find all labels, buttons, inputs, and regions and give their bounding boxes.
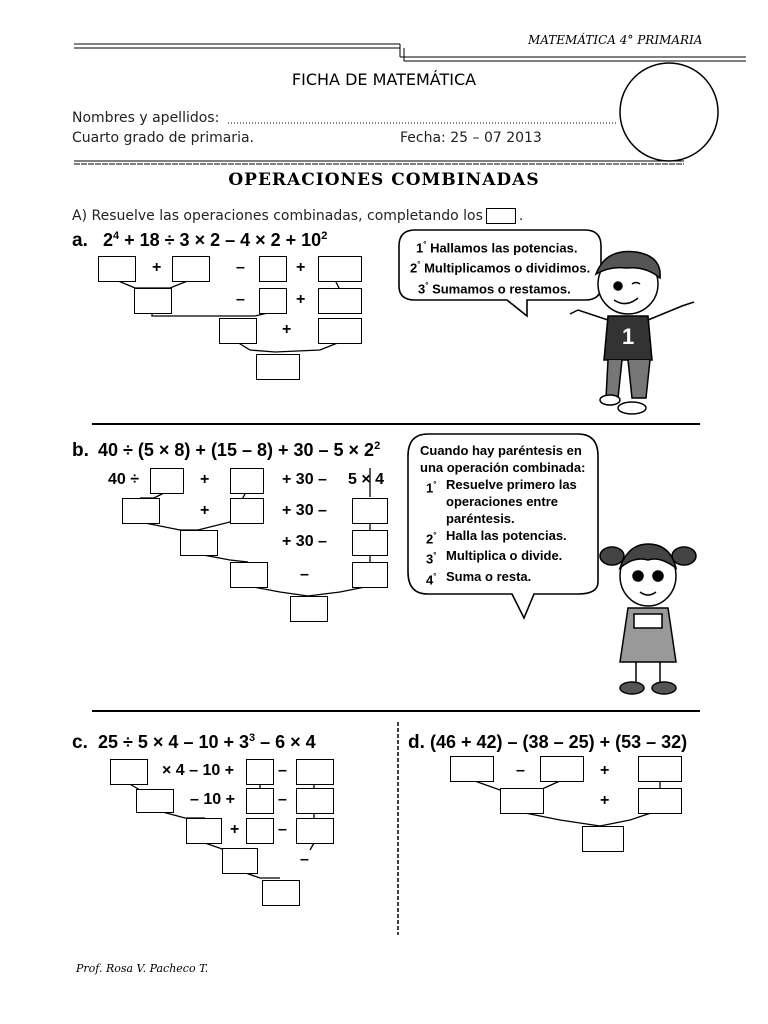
answer-box-d1[interactable] (450, 756, 494, 782)
exercise-d-label: d. (408, 732, 425, 753)
answer-box-b6[interactable] (180, 530, 218, 556)
answer-box-a8[interactable] (219, 318, 257, 344)
step-number: 2 (426, 531, 434, 547)
op-c: – (278, 821, 287, 838)
answer-box-b9[interactable] (352, 562, 388, 588)
bubble-a-text (410, 236, 591, 297)
expr-b-part: 40 ÷ (5 × 8) + (15 – 8) + 30 – 5 × 2 (98, 440, 375, 460)
answer-box-d-final[interactable] (582, 826, 624, 852)
girl-cartoon-icon (598, 530, 698, 706)
answer-box-b8[interactable] (230, 562, 268, 588)
answer-box-b5[interactable] (352, 498, 388, 524)
op-c: + (230, 821, 240, 838)
section-title: OPERACIONES COMBINADAS (228, 170, 540, 190)
name-label: Nombres y apellidos: (72, 110, 220, 126)
answer-box-c7[interactable] (186, 818, 222, 844)
step-number: 1 (426, 480, 434, 496)
op-a: – (236, 259, 245, 276)
step-text: Resuelve primero las (446, 477, 577, 492)
answer-box-a3[interactable] (259, 256, 287, 282)
op-a: + (296, 259, 306, 276)
expr-a-part: + 18 ÷ 3 × 2 – 4 × 2 + 10 (119, 230, 322, 250)
bubble-b-step: 3° Multiplica o divide. (426, 548, 563, 567)
op-a: + (296, 291, 306, 308)
bubble-b-step: 1° Resuelve primero las operaciones entre paréntesis. (426, 477, 577, 526)
exercise-b-expression (98, 440, 380, 461)
grade-label: Cuarto grado de primaria. (72, 130, 254, 146)
exercise-d-expression (430, 732, 687, 753)
instruction-text: A) Resuelve las operaciones combinadas, completando los (72, 208, 483, 224)
answer-box-a2[interactable] (172, 256, 210, 282)
op-d: – (516, 762, 525, 779)
op-b: – (300, 566, 309, 583)
step-number: 3 (418, 280, 426, 296)
answer-box-c8[interactable] (246, 818, 274, 844)
answer-box-c-final[interactable] (262, 880, 300, 906)
answer-box-b7[interactable] (352, 530, 388, 556)
step-text: Multiplica o divide. (446, 548, 563, 564)
date-field (400, 130, 542, 146)
date-label: Fecha: (400, 130, 446, 146)
sheet-title: FICHA DE MATEMÁTICA (291, 70, 477, 89)
step-text: Suma o resta. (446, 568, 532, 584)
step-text: Multiplicamos o dividimos. (424, 260, 591, 276)
answer-box-a7[interactable] (318, 288, 362, 314)
step-number: 3 (426, 551, 434, 567)
step-text: Sumamos o restamos. (432, 280, 571, 296)
op-b: 5 × 4 (348, 471, 385, 488)
step-text: paréntesis. (446, 511, 515, 526)
op-c: × 4 – 10 + (162, 762, 235, 779)
op-a: + (152, 259, 162, 276)
author-footer: Prof. Rosa V. Pacheco T. (76, 962, 209, 975)
op-c: – (300, 851, 309, 868)
op-d: + (600, 792, 610, 809)
boy-cartoon-icon (566, 248, 706, 424)
op-b: + 30 – (282, 533, 327, 550)
expr-a-exp: 4 (113, 230, 120, 242)
step-text: Hallamos las potencias. (430, 240, 578, 256)
exercise-c-expression (98, 732, 316, 753)
step-number: 1 (416, 240, 424, 256)
answer-box-c9[interactable] (296, 818, 334, 844)
answer-box-a4[interactable] (318, 256, 362, 282)
step-number: 4 (426, 571, 434, 587)
expr-c-part: 25 ÷ 5 × 4 – 10 + 3 (98, 732, 249, 752)
answer-box-c6[interactable] (296, 788, 334, 814)
op-a: – (236, 291, 245, 308)
expr-d-part: (46 + 42) – (38 – 25) + (53 – 32) (430, 732, 688, 752)
bubble-b-step: 4° Suma o resta. (426, 568, 532, 587)
answer-box-b4[interactable] (230, 498, 264, 524)
op-b: + (200, 471, 210, 488)
expr-b-exp: 2 (374, 440, 381, 452)
answer-box-a1[interactable] (98, 256, 136, 282)
answer-box-b2[interactable] (230, 468, 264, 494)
bubble-b-intro: una operación combinada: (420, 460, 586, 475)
op-b: + 30 – (282, 502, 327, 519)
answer-box-d5[interactable] (638, 788, 682, 814)
answer-box-c4[interactable] (136, 789, 174, 813)
bubble-b-step: 2° Halla las potencias. (426, 528, 567, 547)
op-c: – (278, 762, 287, 779)
instruction (72, 208, 523, 224)
expr-a-exp: 2 (321, 230, 328, 242)
answer-box-a9[interactable] (318, 318, 362, 344)
exercise-a-label: a. (72, 230, 88, 251)
op-b: 40 ÷ (108, 471, 140, 488)
header-tag: MATEMÁTICA 4° PRIMARIA (528, 33, 703, 47)
answer-box-c1[interactable] (110, 759, 148, 785)
instruction-end: . (518, 208, 524, 224)
answer-box-c3[interactable] (296, 759, 334, 785)
expr-c-exp: 3 (249, 732, 256, 744)
step-text: Halla las potencias. (446, 528, 567, 543)
step-number: 2 (410, 260, 418, 276)
answer-box-b3[interactable] (122, 498, 160, 524)
expr-c-part: – 6 × 4 (255, 732, 316, 752)
answer-box-sample (486, 208, 516, 224)
answer-box-b1[interactable] (150, 468, 184, 494)
exercise-a-expression (103, 230, 327, 251)
answer-box-c10[interactable] (222, 848, 258, 874)
answer-box-c2[interactable] (246, 759, 274, 785)
exercise-b-label: b. (72, 440, 89, 461)
answer-box-c5[interactable] (246, 788, 274, 814)
bubble-a-line: 1° Hallamos las potencias. (416, 240, 578, 256)
answer-box-d2[interactable] (540, 756, 584, 782)
date-value: 25 – 07 2013 (450, 130, 542, 146)
bubble-a-line: 3° Sumamos o restamos. (418, 280, 571, 296)
svg-text:1: 1 (622, 324, 635, 349)
op-c: – 10 + (190, 791, 235, 808)
op-b: + 30 – (282, 471, 327, 488)
step-text: operaciones entre (446, 494, 558, 509)
answer-box-a5[interactable] (134, 288, 172, 314)
answer-box-d4[interactable] (500, 788, 544, 814)
op-b: + (200, 502, 210, 519)
answer-box-a-final[interactable] (256, 354, 300, 380)
bubble-a-line: 2° Multiplicamos o dividimos. (410, 260, 591, 276)
answer-box-b-final[interactable] (290, 596, 328, 622)
op-a: + (282, 321, 292, 338)
answer-box-d3[interactable] (638, 756, 682, 782)
op-d: + (600, 762, 610, 779)
answer-box-a6[interactable] (259, 288, 287, 314)
bubble-b-text (420, 442, 585, 588)
bubble-b-intro: Cuando hay paréntesis en (420, 443, 582, 458)
expr-a-part: 2 (103, 230, 114, 250)
exercise-c-label: c. (72, 732, 88, 753)
op-c: – (278, 791, 287, 808)
